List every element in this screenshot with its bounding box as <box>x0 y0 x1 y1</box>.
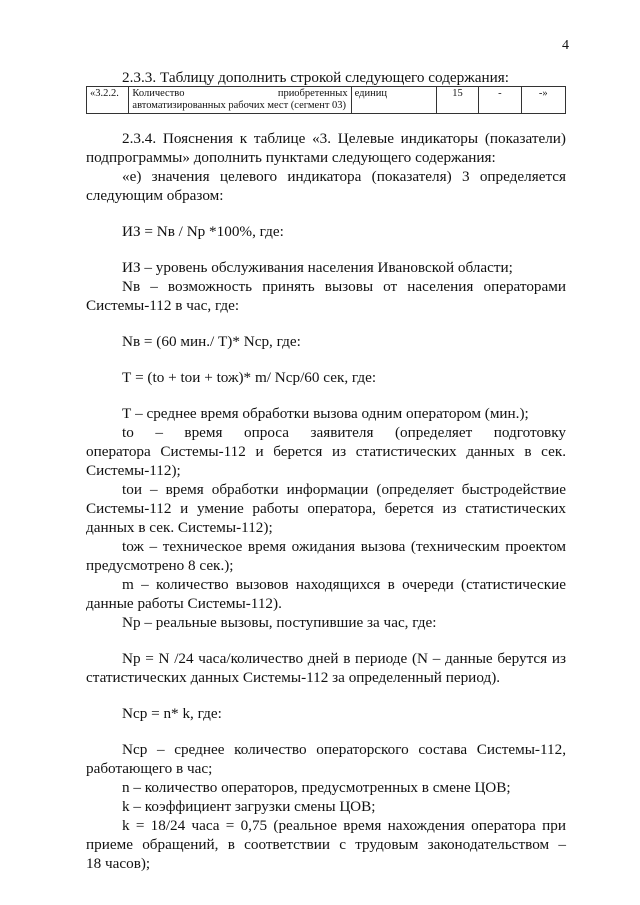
definition-iz: ИЗ – уровень обслуживания населения Ивановской области; <box>122 259 513 276</box>
page-number: 4 <box>562 38 569 53</box>
definition-n: n – количество операторов, предусмотренных в смене ЦОВ; <box>122 779 511 796</box>
definition-m-line-2: данные работы Системы-112). <box>86 595 282 612</box>
definition-tozh-line-1: tож – техническое время ожидания вызова (техническим проектом <box>122 538 566 555</box>
definition-nv-line-2: Системы-112 в час, где: <box>86 297 240 314</box>
formula-nsr: Nср = n* k, где: <box>122 705 222 722</box>
formula-t: Т = (tо + tои + tож)* m/ Nср/60 сек, где: <box>122 369 377 386</box>
definition-m-line-1: m – количество вызовов находящихся в очереди (статистические <box>122 576 566 593</box>
row-value-cell: 15 <box>436 87 479 114</box>
formula-k-line-3: 18 часов); <box>86 855 151 872</box>
definition-to-line-1: tо – время опроса заявителя (определяет подготовку <box>122 424 566 441</box>
row-name-cell <box>129 87 351 114</box>
paragraph-e-line-2: следующим образом: <box>86 187 224 204</box>
formula-np-line-1: Nр = N /24 часа/количество дней в периоде (N – данные берутся из <box>122 650 566 667</box>
definition-to-line-3: Системы-112); <box>86 462 181 479</box>
definition-tozh-line-2: предусмотрено 8 сек.); <box>86 557 234 574</box>
definition-nsr-line-2: работающего в час; <box>86 760 213 777</box>
row-dash-cell-2: -» <box>521 87 566 114</box>
row-dash-cell-1: - <box>479 87 521 114</box>
formula-np-line-2: статистических данных Системы-112 за определенный период). <box>86 669 501 686</box>
formula-k-line-2: приеме обращений, в соответствии с трудовым законодательством – <box>86 836 566 853</box>
definition-toi-line-2: Системы-112 и умение работы оператора, берется из статистических <box>86 500 566 517</box>
row-name-line-2: автоматизированных рабочих мест (сегмент 03) <box>132 100 347 111</box>
definition-toi-line-1: tои – время обработки информации (определяет быстродействие <box>122 481 566 498</box>
formula-k-line-1: k = 18/24 часа = 0,75 (реальное время нахождения оператора при <box>122 817 566 834</box>
row-number-cell: «3.2.2. <box>87 87 129 114</box>
definition-k: k – коэффициент загрузки смены ЦОВ; <box>122 798 376 815</box>
definition-t: Т – среднее время обработки вызова одним оператором (мин.); <box>122 405 529 422</box>
formula-iz: ИЗ = Nв / Nр *100%, где: <box>122 223 284 240</box>
paragraph-2-3-4-line-2: подпрограммы» дополнить пунктами следующего содержания: <box>86 149 496 166</box>
insert-table <box>86 86 566 114</box>
definition-nv-line-1: Nв – возможность принять вызовы от населения операторами <box>122 278 566 295</box>
row-unit-cell: единиц <box>351 87 436 114</box>
paragraph-2-3-4-line-1: 2.3.4. Пояснения к таблице «3. Целевые индикаторы (показатели) <box>122 130 566 147</box>
section-2-3-3-heading: 2.3.3. Таблицу дополнить строкой следующего содержания: <box>122 69 509 86</box>
table-row <box>87 87 566 114</box>
definition-np: Nр – реальные вызовы, поступившие за час, где: <box>122 614 437 631</box>
definition-nsr-line-1: Nср – среднее количество операторского состава Системы-112, <box>122 741 566 758</box>
definition-to-line-2: оператора Системы-112 и берется из статистических данных в сек. <box>86 443 566 460</box>
formula-nv: Nв = (60 мин./ Т)* Nср, где: <box>122 333 301 350</box>
row-name-line-1: Количество приобретенных <box>132 88 348 99</box>
definition-toi-line-3: данных в сек. Системы-112); <box>86 519 273 536</box>
paragraph-e-line-1: «е) значения целевого индикатора (показателя) 3 определяется <box>122 168 566 185</box>
